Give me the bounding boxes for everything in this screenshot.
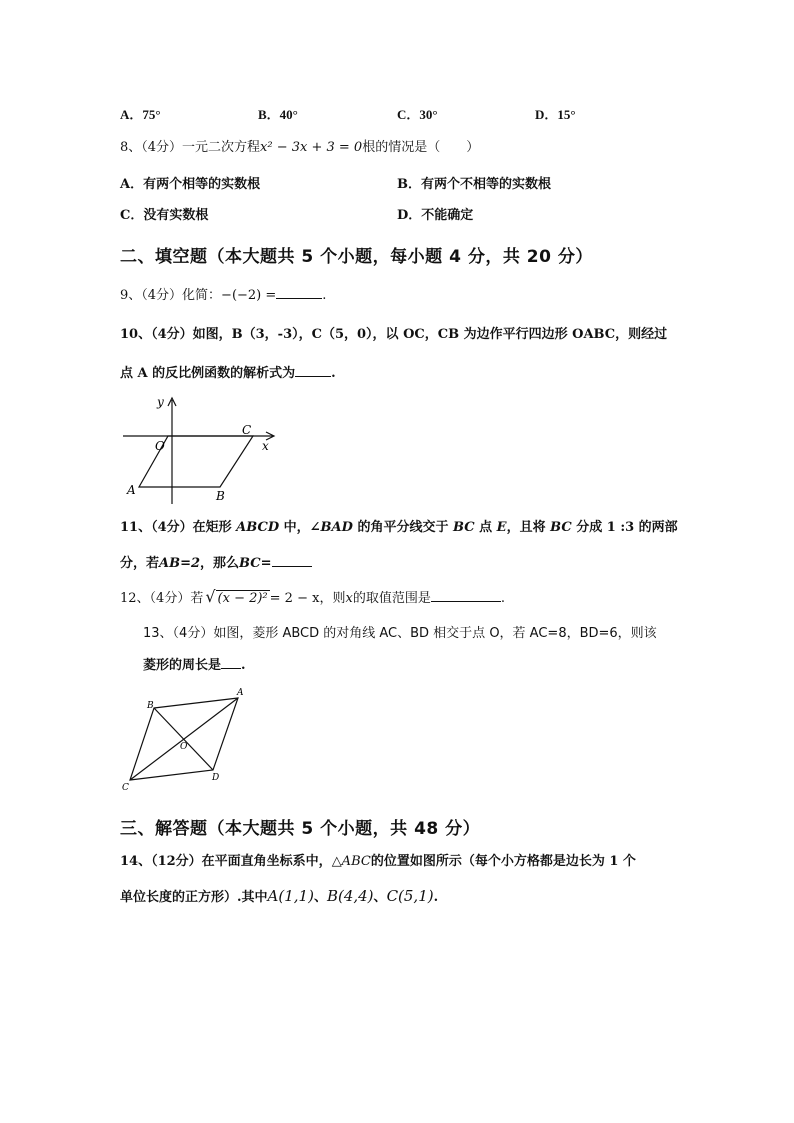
q9-prefix: 9、（4分）化简： (120, 288, 222, 303)
q12-end: . (500, 591, 505, 606)
q13-line-1: 13、（4分）如图，菱形 ABCD 的对角线 AC、BD 相交于点 O，若 AC=8，BD=6，则该 (143, 626, 657, 641)
text: 14、（12分）在平面直角坐标系中， (120, 854, 332, 869)
q8-equation: x² − 3x + 3 = 0 (260, 140, 363, 155)
q14-point-b: B(4,4) (326, 887, 374, 905)
answer-blank[interactable] (295, 363, 331, 377)
label-x: x (262, 439, 269, 453)
q12-radicand: (x − 2)² (217, 591, 268, 606)
q14-triangle: △ABC (331, 854, 371, 869)
diagonal-bd (154, 708, 213, 770)
answer-blank[interactable] (272, 553, 312, 567)
q7-option-a (120, 104, 161, 123)
q9-stem (120, 285, 326, 305)
label-c: C (242, 423, 252, 437)
q12-prefix: 12、（4分）若 (120, 591, 204, 606)
text: ABCD (236, 520, 280, 535)
text: ，且将 (506, 520, 546, 535)
q14-line-2 (120, 887, 438, 907)
q14-line-1 (120, 853, 636, 871)
q12-stem (120, 588, 505, 608)
answer-blank[interactable] (431, 588, 501, 602)
q8-option-d: D．不能确定 (397, 208, 474, 223)
text: E (496, 520, 507, 535)
text: 分，若 (120, 556, 160, 571)
option-value: 30° (419, 107, 438, 122)
q10-line-2-prefix: 点 A 的反比例函数的解析式为 (120, 366, 296, 381)
option-value: 40° (279, 107, 298, 122)
q9-expression: −(−2) = (221, 288, 277, 303)
section-2-title: 二、填空题（本大题共 5 个小题，每小题 4 分，共 20 分） (120, 247, 593, 267)
q8-option-c: C．没有实数根 (120, 208, 209, 223)
text: BC= (239, 556, 272, 571)
q8-stem (120, 139, 479, 157)
sqrt-icon: √ (205, 587, 216, 606)
q14-point-a: A(1,1) (267, 887, 314, 905)
text: ∠BAD (309, 520, 353, 535)
text: AB=2 (159, 556, 201, 571)
text: ，那么 (200, 556, 240, 571)
q10-line-2 (120, 363, 336, 383)
option-value: 15° (557, 107, 576, 122)
q8-option-a: A．有两个相等的实数根 (120, 177, 261, 192)
text: . (433, 890, 439, 905)
answer-blank[interactable] (221, 655, 241, 669)
answer-blank[interactable] (276, 285, 322, 299)
label-a: A (237, 688, 244, 698)
q7-option-b (258, 104, 298, 123)
text: 11、（4分）在矩形 (120, 520, 232, 535)
option-value: 75° (142, 107, 161, 122)
text: 的角平分线交于 (357, 520, 449, 535)
q13-line-2-suffix: . (241, 658, 246, 673)
q12-mid: ，则 (319, 591, 346, 606)
text: BC (452, 520, 475, 535)
q12-var: x (345, 591, 353, 606)
q11-line-2 (120, 553, 312, 573)
text: 、 (313, 890, 327, 905)
label-b: B (147, 701, 154, 711)
text: 分成 1 :3 的两部 (576, 520, 678, 535)
q12-suffix: 的取值范围是 (352, 591, 431, 606)
q8-suffix: 根的情况是（ ） (362, 140, 480, 155)
q13-rhombus-figure (118, 686, 253, 796)
label-a: A (127, 483, 136, 497)
q12-rhs: = 2 − x (269, 591, 320, 606)
q13-line-2-prefix: 菱形的周长是 (143, 658, 222, 673)
option-letter: D． (535, 107, 558, 122)
text: BC (550, 520, 572, 535)
option-letter: B． (258, 107, 280, 122)
section-3-title: 三、解答题（本大题共 5 个小题，共 48 分） (120, 819, 481, 839)
text: 中， (283, 520, 310, 535)
text: 单位长度的正方形）.其中 (120, 890, 268, 905)
q11-line-1 (120, 519, 678, 537)
label-y: y (157, 395, 164, 409)
q9-suffix: . (322, 288, 327, 303)
q8-option-b: B．有两个不相等的实数根 (397, 177, 551, 192)
label-b: B (216, 489, 225, 503)
q8-prefix: 8、（4分）一元二次方程 (120, 140, 261, 155)
q12-radical (205, 588, 269, 608)
q10-line-1: 10、（4分）如图，B（3，-3），C（5，0），以 OC，CB 为边作平行四边形 OABC，则经过 (120, 327, 668, 342)
q14-point-c: C(5,1) (386, 887, 434, 905)
text: 点 (479, 520, 493, 535)
q10-line-2-suffix: . (331, 366, 336, 381)
text: 、 (373, 890, 387, 905)
option-letter: A． (120, 107, 143, 122)
label-c: C (122, 783, 129, 793)
q7-option-c (397, 104, 438, 123)
label-d: D (212, 773, 220, 783)
q10-parallelogram-figure (115, 392, 285, 508)
q13-line-2 (143, 655, 246, 675)
label-o: O (180, 742, 188, 752)
q7-option-d (535, 104, 576, 123)
text: 的位置如图所示（每个小方格都是边长为 1 个 (370, 854, 636, 869)
label-o: O (155, 439, 165, 453)
option-letter: C． (397, 107, 420, 122)
